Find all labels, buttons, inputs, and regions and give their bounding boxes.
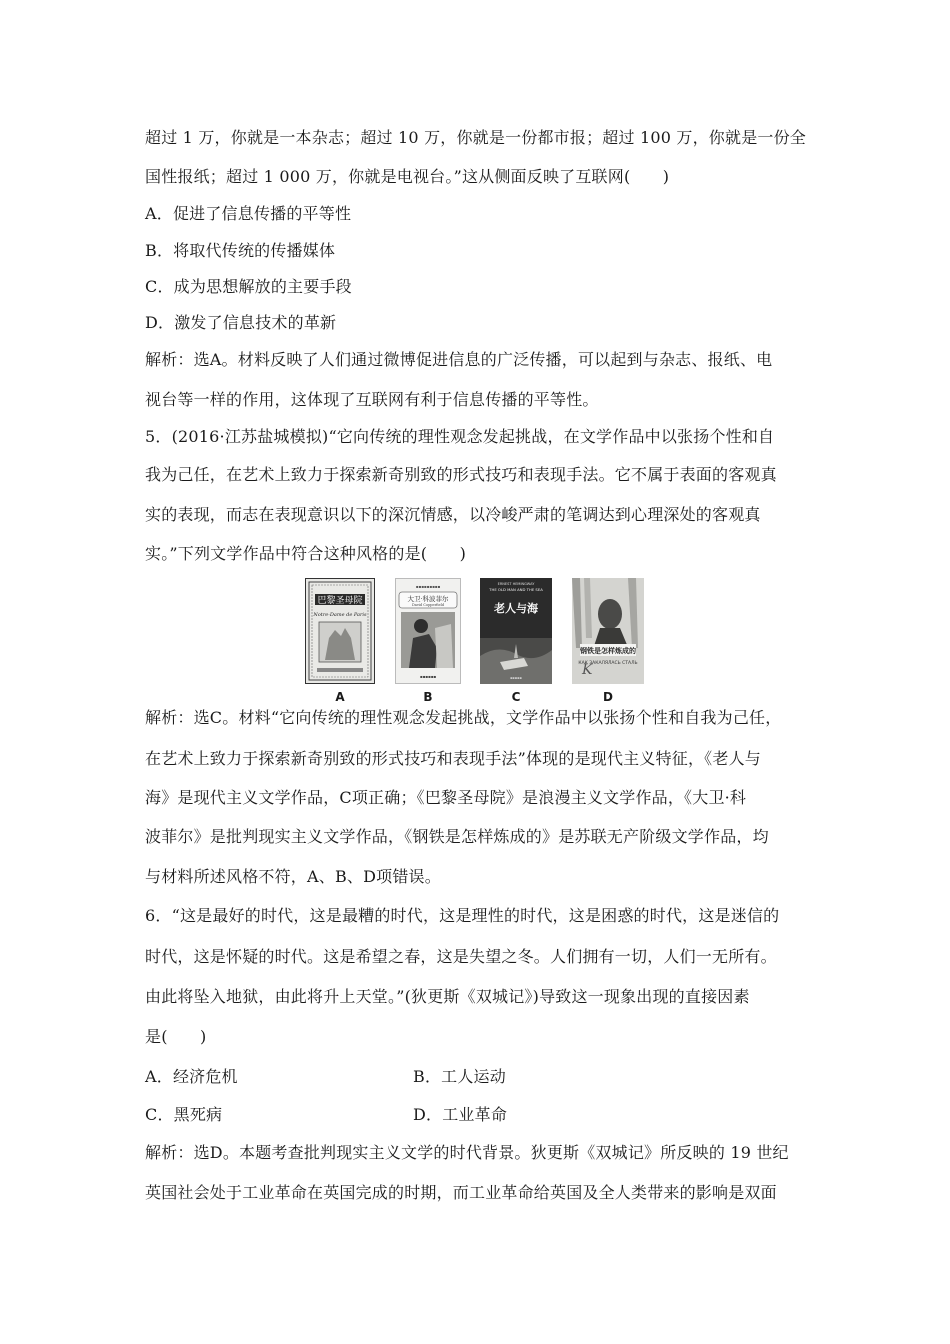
q4-option-d: D．激发了信息技术的革新 xyxy=(145,313,337,332)
q5-analysis-line-4: 波菲尔》是批判现实主义文学作品，《钢铁是怎样炼成的》是苏联无产阶级文学作品，均 xyxy=(145,827,769,846)
q5-analysis-line-3: 海》是现代主义文学作品，C项正确；《巴黎圣母院》是浪漫主义文学作品，《大卫·科 xyxy=(145,788,747,807)
svg-text:K: K xyxy=(582,662,593,678)
book-covers-figure xyxy=(300,578,650,708)
book-b-title: 大卫·科波菲尔 xyxy=(407,595,449,603)
svg-text:ERNEST HEMINGWAY: ERNEST HEMINGWAY xyxy=(497,582,535,586)
book-c-title: 老人与海 xyxy=(494,602,538,615)
q4-option-b: B．将取代传统的传播媒体 xyxy=(145,241,336,260)
q6-stem-line-3: 由此将坠入地狱，由此将升上天堂。”(狄更斯《双城记》)导致这一现象出现的直接因素 xyxy=(145,987,750,1006)
q6-stem-line-2: 时代，这是怀疑的时代。这是希望之春，这是失望之冬。人们拥有一切，人们一无所有。 xyxy=(145,947,777,966)
q4-stem-line-2: 国性报纸；超过 1 000 万，你就是电视台。”这从侧面反映了互联网( ) xyxy=(145,167,670,186)
q5-stem-line-4: 实。”下列文学作品中符合这种风格的是( ) xyxy=(145,544,467,563)
q4-option-c: C．成为思想解放的主要手段 xyxy=(145,277,352,296)
q4-analysis-line-1: 解析：选A。材料反映了人们通过微博促进信息的广泛传播，可以起到与杂志、报纸、电 xyxy=(145,350,773,369)
book-caption-d: D xyxy=(603,690,613,704)
q6-analysis-line-2: 英国社会处于工业革命在英国完成的时期，而工业革命给英国及全人类带来的影响是双面 xyxy=(145,1183,777,1202)
q5-analysis-line-5: 与材料所述风格不符，A、B、D项错误。 xyxy=(145,867,441,886)
book-d-title: 钢铁是怎样炼成的 xyxy=(580,647,636,655)
book-cover-d xyxy=(572,578,644,684)
q4-analysis-line-2: 视台等一样的作用，这体现了互联网有利于信息传播的平等性。 xyxy=(145,390,599,409)
q5-analysis-line-1: 解析：选C。材料“它向传统的理性观念发起挑战，文学作品中以张扬个性和自我为己任， xyxy=(145,708,782,727)
book-b-subtitle: David Copperfield xyxy=(411,603,445,607)
book-cover-b xyxy=(395,578,461,684)
q6-option-c: C．黑死病 xyxy=(145,1105,223,1124)
q6-options-row-1 xyxy=(145,1066,815,1088)
q5-stem-line-2: 我为己任，在艺术上致力于探索新奇别致的形式技巧和表现手法。它不属于表面的客观真 xyxy=(145,465,777,484)
book-caption-c: C xyxy=(511,690,521,704)
q5-stem-line-3: 实的表现，而志在表现意识以下的深沉情感，以冷峻严肃的笔调达到心理深处的客观真 xyxy=(145,505,761,524)
book-caption-a: A xyxy=(335,690,345,704)
q6-stem-line-4: 是( ) xyxy=(145,1027,207,1046)
book-d-subtitle: КАК ЗАКАЛЯЛАСЬ СТАЛЬ xyxy=(578,661,638,666)
q6-option-a: A．经济危机 xyxy=(145,1067,238,1086)
q6-option-b: B．工人运动 xyxy=(413,1067,506,1086)
book-a-title: 巴黎圣母院 xyxy=(317,596,363,606)
q6-options-row-2 xyxy=(145,1104,815,1126)
book-cover-a xyxy=(305,578,375,684)
svg-text:▪▪▪▪▪▪▪▪▪: ▪▪▪▪▪▪▪▪▪ xyxy=(415,584,441,589)
q6-option-d: D．工业革命 xyxy=(413,1105,508,1124)
q5-stem-line-1: 5．(2016·江苏盐城模拟)“它向传统的理性观念发起挑战，在文学作品中以张扬个性和自 xyxy=(145,427,775,446)
book-c-subtitle: THE OLD MAN AND THE SEA xyxy=(489,587,543,592)
book-a-subtitle: Notre-Dame de Paris xyxy=(313,612,367,618)
q4-stem-line-1: 超过 1 万，你就是一本杂志；超过 10 万，你就是一份都市报；超过 100 万，你就是一份全 xyxy=(145,128,806,147)
book-cover-c xyxy=(480,578,552,684)
q4-option-a: A．促进了信息传播的平等性 xyxy=(145,204,352,223)
q5-analysis-line-2: 在艺术上致力于探索新奇别致的形式技巧和表现手法”体现的是现代主义特征，《老人与 xyxy=(145,749,761,768)
svg-text:▪▪▪▪▪: ▪▪▪▪▪ xyxy=(510,676,522,680)
book-caption-b: B xyxy=(423,690,433,704)
q6-analysis-line-1: 解析：选D。本题考查批判现实主义文学的时代背景。狄更斯《双城记》所反映的 19 世纪 xyxy=(145,1143,789,1162)
q6-stem-line-1: 6．“这是最好的时代，这是最糟的时代，这是理性的时代，这是困惑的时代，这是迷信的 xyxy=(145,906,780,925)
svg-text:▪▪▪▪▪▪: ▪▪▪▪▪▪ xyxy=(419,674,437,679)
